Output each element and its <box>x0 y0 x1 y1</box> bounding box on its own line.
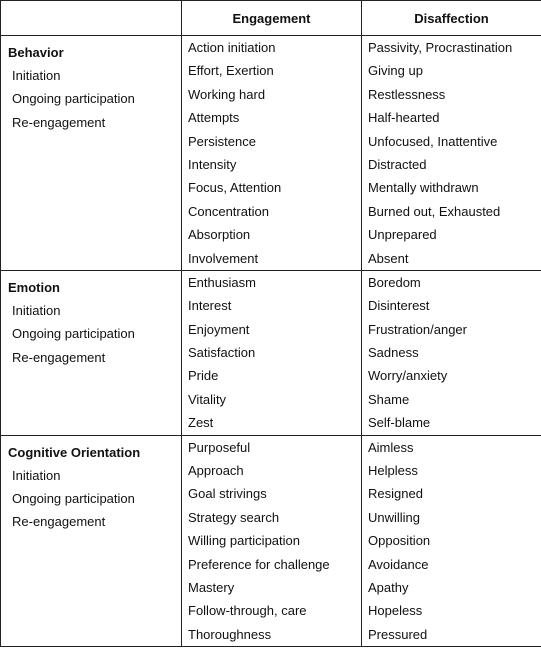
category-title: Cognitive Orientation <box>8 444 141 460</box>
engagement-item: Working hard <box>188 86 266 102</box>
engagement-item: Attempts <box>188 110 240 126</box>
section-row <box>1 435 541 647</box>
engagement-item: Purposeful <box>188 439 251 455</box>
disaffection-item: Absent <box>368 250 409 266</box>
header-disaffection: Disaffection <box>362 1 541 36</box>
disaffection-item: Avoidance <box>368 556 429 572</box>
engagement-item: Approach <box>188 463 244 479</box>
category-subitem: Ongoing participation <box>12 91 135 107</box>
category-cell <box>1 435 182 647</box>
disaffection-item: Worry/anxiety <box>368 368 448 384</box>
disaffection-item: Pressured <box>368 626 428 642</box>
engagement-item: Interest <box>188 298 232 314</box>
disaffection-cell <box>362 36 541 271</box>
engagement-item: Preference for challenge <box>188 556 330 572</box>
section-row <box>1 270 541 435</box>
engagement-item: Strategy search <box>188 509 280 525</box>
category-cell <box>1 270 182 435</box>
category-subitem: Re-engagement <box>12 349 106 365</box>
category-subitem: Re-engagement <box>12 114 106 130</box>
disaffection-item: Hopeless <box>368 603 423 619</box>
disaffection-item: Frustration/anger <box>368 321 467 337</box>
engagement-item: Vitality <box>188 391 227 407</box>
engagement-item: Enjoyment <box>188 321 250 337</box>
section-row <box>1 36 541 271</box>
engagement-item: Concentration <box>188 203 269 219</box>
disaffection-item: Apathy <box>368 579 409 595</box>
disaffection-item: Giving up <box>368 63 423 79</box>
disaffection-item: Aimless <box>368 439 414 455</box>
category-subitem: Initiation <box>12 68 61 83</box>
engagement-cell <box>182 435 362 647</box>
disaffection-item: Mentally withdrawn <box>368 180 479 196</box>
disaffection-item: Shame <box>368 391 410 407</box>
engagement-item: Persistence <box>188 133 256 149</box>
header-blank <box>1 1 182 36</box>
disaffection-item: Unwilling <box>368 509 421 525</box>
disaffection-item: Half-hearted <box>368 110 440 126</box>
category-title: Emotion <box>8 279 60 295</box>
category-cell <box>1 36 182 271</box>
disaffection-item: Distracted <box>368 156 427 172</box>
engagement-item: Willing participation <box>188 533 300 549</box>
engagement-item: Pride <box>188 368 219 384</box>
header-engagement: Engagement <box>182 1 362 36</box>
engagement-cell <box>182 270 362 435</box>
disaffection-cell <box>362 435 541 647</box>
disaffection-item: Sadness <box>368 345 419 361</box>
disaffection-item: Boredom <box>368 274 421 290</box>
disaffection-cell <box>362 270 541 435</box>
engagement-item: Intensity <box>188 156 237 172</box>
disaffection-item: Burned out, Exhausted <box>368 203 501 219</box>
disaffection-item: Unprepared <box>368 227 437 243</box>
engagement-item: Thoroughness <box>188 626 272 642</box>
category-subitem: Re-engagement <box>12 514 106 530</box>
engagement-item: Action initiation <box>188 40 276 55</box>
engagement-item: Enthusiasm <box>188 274 256 290</box>
engagement-item: Effort, Exertion <box>188 63 274 79</box>
engagement-item: Zest <box>188 415 214 431</box>
category-title: Behavior <box>8 45 64 60</box>
engagement-item: Follow-through, care <box>188 603 307 619</box>
disaffection-item: Helpless <box>368 463 418 479</box>
header-row <box>1 1 541 36</box>
disaffection-item: Disinterest <box>368 298 430 314</box>
engagement-item: Involvement <box>188 250 259 266</box>
engagement-item: Satisfaction <box>188 345 256 361</box>
engagement-item: Absorption <box>188 227 251 243</box>
category-subitem: Ongoing participation <box>12 491 135 507</box>
disaffection-item: Unfocused, Inattentive <box>368 133 498 149</box>
disaffection-item: Passivity, Procrastination <box>368 40 513 55</box>
engagement-item: Focus, Attention <box>188 180 282 196</box>
disaffection-item: Resigned <box>368 486 423 502</box>
category-subitem: Initiation <box>12 302 61 318</box>
category-subitem: Initiation <box>12 467 61 483</box>
engagement-item: Goal strivings <box>188 486 267 502</box>
disaffection-item: Opposition <box>368 533 431 549</box>
engagement-cell <box>182 36 362 271</box>
category-subitem: Ongoing participation <box>12 326 135 342</box>
disaffection-item: Restlessness <box>368 86 446 102</box>
disaffection-item: Self-blame <box>368 415 431 431</box>
table-body <box>1 36 541 647</box>
engagement-item: Mastery <box>188 579 235 595</box>
